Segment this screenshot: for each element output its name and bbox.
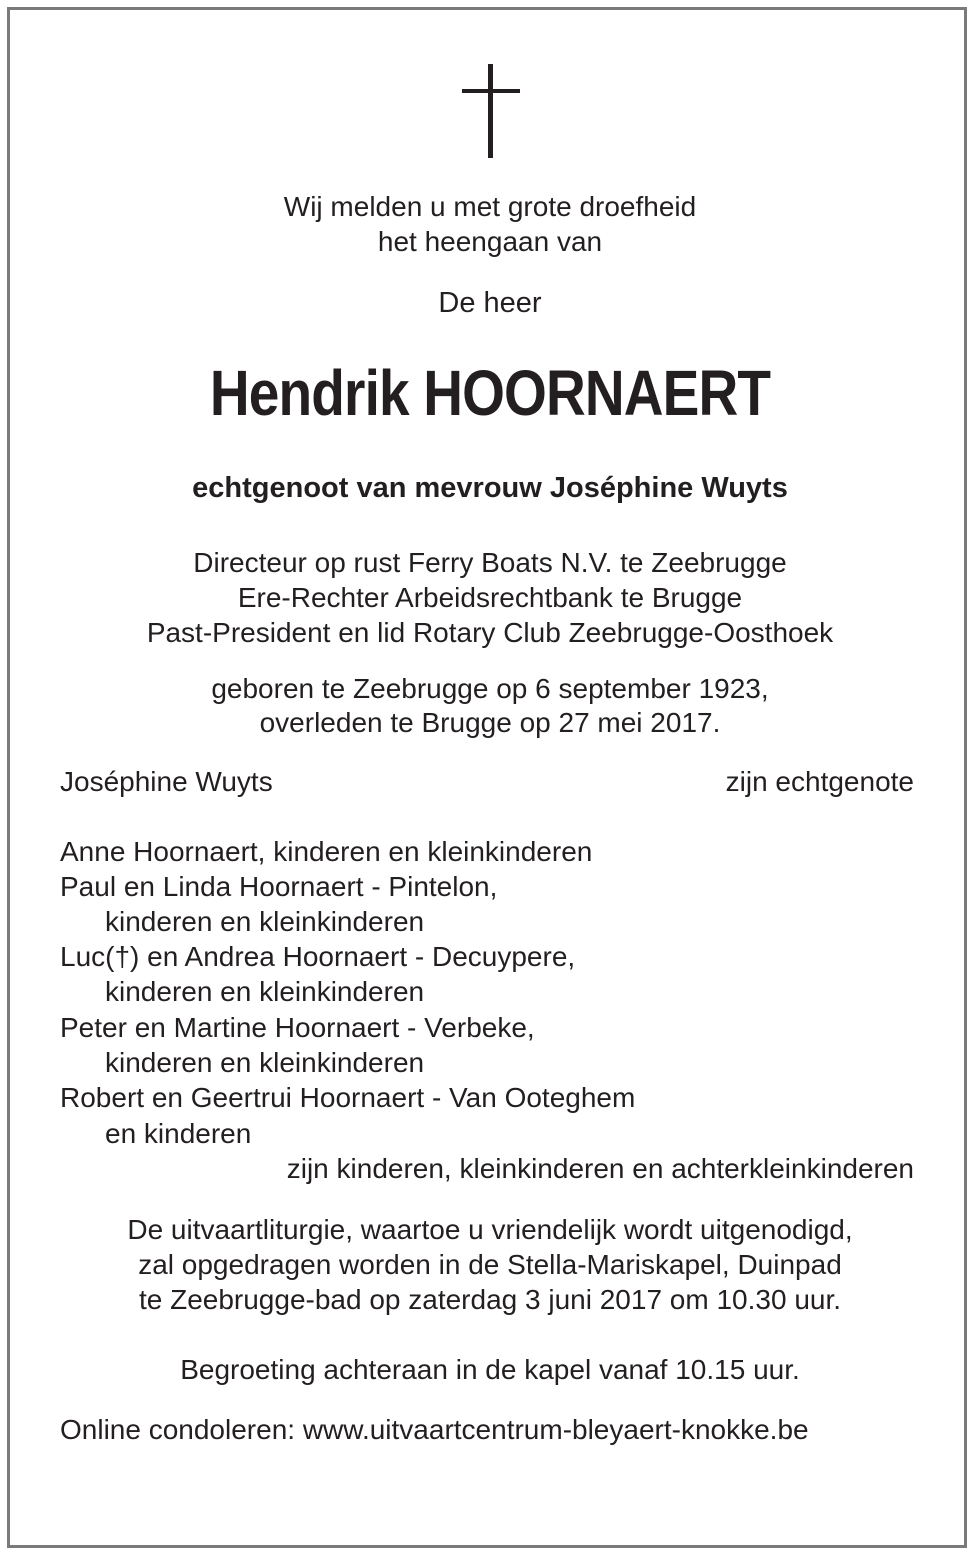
widow-name: Joséphine Wuyts [60,766,273,797]
family-line: Luc(†) en Andrea Hoornaert - Decuypere, [60,941,576,972]
function-line-2: Ere-Rechter Arbeidsrechtbank te Brugge [237,582,743,613]
family-line: kinderen en kleinkinderen [105,906,425,937]
title-prefix: De heer [438,287,542,319]
birth-line: geboren te Zeebrugge op 6 september 1923, [211,673,769,704]
widow-relation: zijn echtgenote [725,766,914,797]
family-line: Anne Hoornaert, kinderen en kleinkinderen [60,836,593,867]
greeting-line: Begroeting achteraan in de kapel vanaf 10.15 uur. [180,1354,800,1385]
death-line: overleden te Brugge op 27 mei 2017. [259,707,721,738]
function-line-1: Directeur op rust Ferry Boats N.V. te Zeebrugge [193,547,787,578]
cross-icon [462,64,520,158]
intro-line-2: het heengaan van [377,226,603,257]
ceremony-line-2: zal opgedragen worden in de Stella-Mariskapel, Duinpad [138,1249,842,1280]
family-relation: zijn kinderen, kleinkinderen en achterkleinkinderen [286,1153,914,1184]
family-line: Peter en Martine Hoornaert - Verbeke, [60,1012,535,1043]
ceremony-line-3: te Zeebrugge-bad op zaterdag 3 juni 2017 om 10.30 uur. [138,1284,842,1315]
family-line: Robert en Geertrui Hoornaert - Van Ooteghem [60,1082,636,1113]
family-line: Paul en Linda Hoornaert - Pintelon, [60,871,498,902]
ceremony-line-1: De uitvaartliturgie, waartoe u vriendelijk wordt uitgenodigd, [127,1214,853,1245]
family-line: kinderen en kleinkinderen [105,976,425,1007]
family-line: kinderen en kleinkinderen [105,1047,425,1078]
online-condolence: Online condoleren: www.uitvaartcentrum-bleyaert-knokke.be [60,1414,809,1445]
function-line-3: Past-President en lid Rotary Club Zeebrugge-Oosthoek [146,617,834,648]
deceased-name: Hendrik HOORNAERT [209,357,771,429]
intro-line-1: Wij melden u met grote droefheid [283,191,697,222]
family-line: en kinderen [105,1118,252,1149]
spouse-line: echtgenoot van mevrouw Joséphine Wuyts [192,472,788,504]
